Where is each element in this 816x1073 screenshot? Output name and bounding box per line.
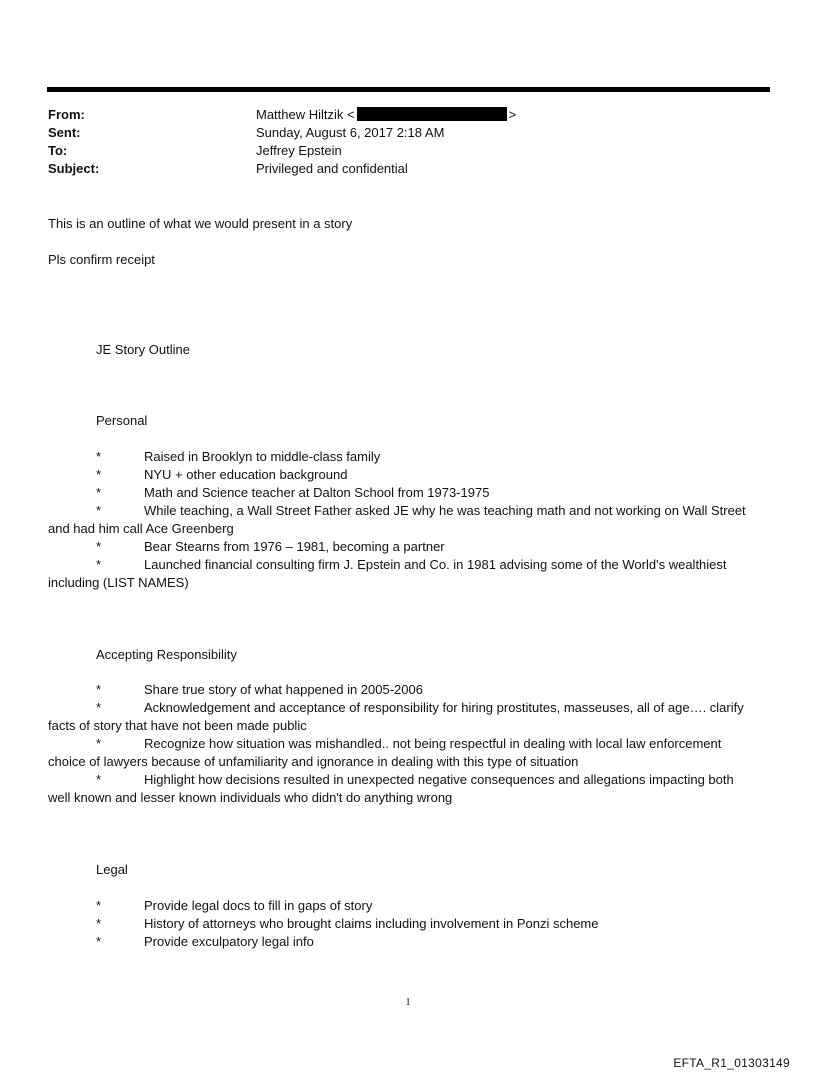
section-title-responsibility: Accepting Responsibility <box>96 647 237 662</box>
list-item: Highlight how decisions resulted in unexpected negative consequences and allegations impacting both <box>144 772 734 787</box>
from-label: From: <box>48 107 85 122</box>
section-title-personal: Personal <box>96 413 148 428</box>
bullet-marker: * <box>96 898 102 913</box>
list-item: Bear Stearns from 1976 – 1981, becoming a partner <box>144 539 445 554</box>
subject-value: Privileged and confidential <box>256 161 408 176</box>
bullet-marker: * <box>96 539 102 554</box>
list-item-continuation: choice of lawyers because of unfamiliarity and ignorance in dealing with this type of situation <box>48 754 579 769</box>
list-item: While teaching, a Wall Street Father asked JE why he was teaching math and not working on Wall Street <box>144 503 746 518</box>
document-id: EFTA_R1_01303149 <box>673 1056 790 1070</box>
page-number: 1 <box>405 996 411 1008</box>
outline-title: JE Story Outline <box>96 342 190 357</box>
to-label: To: <box>48 143 68 158</box>
bullet-marker: * <box>96 449 102 464</box>
list-item-continuation: facts of story that have not been made public <box>48 718 307 733</box>
list-item-continuation: and had him call Ace Greenberg <box>48 521 234 536</box>
bullet-marker: * <box>96 485 102 500</box>
from-value <box>256 106 516 124</box>
list-item: Share true story of what happened in 2005-2006 <box>144 682 423 697</box>
list-item: Math and Science teacher at Dalton School from 1973-1975 <box>144 485 490 500</box>
to-value: Jeffrey Epstein <box>256 143 342 158</box>
subject-label: Subject: <box>48 161 100 176</box>
bullet-marker: * <box>96 934 102 949</box>
bullet-marker: * <box>96 557 102 572</box>
bullet-marker: * <box>96 736 102 751</box>
redaction-block <box>357 107 507 121</box>
bullet-marker: * <box>96 772 102 787</box>
bullet-marker: * <box>96 503 102 518</box>
list-item: Provide exculpatory legal info <box>144 934 314 949</box>
confirm-text: Pls confirm receipt <box>48 252 155 267</box>
sent-label: Sent: <box>48 125 81 140</box>
bullet-marker: * <box>96 700 102 715</box>
header-rule <box>47 87 770 92</box>
bullet-marker: * <box>96 467 102 482</box>
bullet-marker: * <box>96 682 102 697</box>
list-item-continuation: well known and lesser known individuals who didn't do anything wrong <box>48 790 453 805</box>
from-name: Matthew Hiltzik < <box>256 107 355 122</box>
intro-text: This is an outline of what we would present in a story <box>48 216 353 231</box>
list-item: History of attorneys who brought claims including involvement in Ponzi scheme <box>144 916 599 931</box>
list-item: Provide legal docs to fill in gaps of story <box>144 898 373 913</box>
list-item: NYU + other education background <box>144 467 348 482</box>
list-item: Acknowledgement and acceptance of responsibility for hiring prostitutes, masseuses, all of age…. clarify <box>144 700 744 715</box>
bullet-marker: * <box>96 916 102 931</box>
sent-value: Sunday, August 6, 2017 2:18 AM <box>256 125 445 140</box>
list-item: Recognize how situation was mishandled.. not being respectful in dealing with local law enforcement <box>144 736 722 751</box>
list-item-continuation: including (LIST NAMES) <box>48 575 189 590</box>
list-item: Raised in Brooklyn to middle-class family <box>144 449 381 464</box>
section-title-legal: Legal <box>96 862 128 877</box>
from-suffix: > <box>508 107 517 122</box>
list-item: Launched financial consulting firm J. Epstein and Co. in 1981 advising some of the World's wealthiest <box>144 557 727 572</box>
